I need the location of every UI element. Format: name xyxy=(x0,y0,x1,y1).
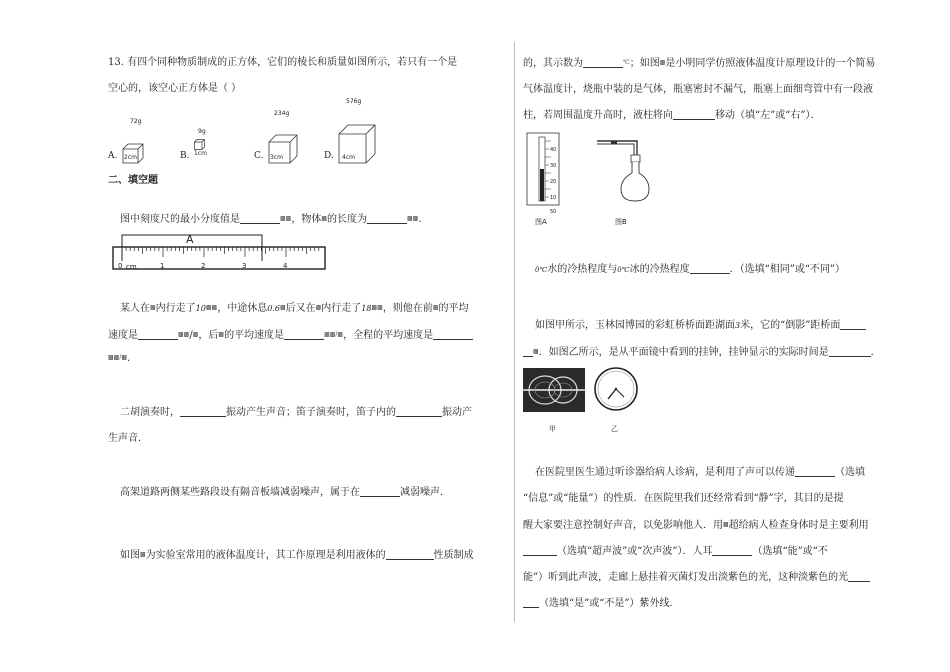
erhu-b: 振动产生声音；笛子演奏时，笛子内的 xyxy=(226,407,396,418)
placeholder-icon: ▩ xyxy=(140,551,146,558)
thermo-cont-line2: 气体温度计，烧瓶中装的是气体，瓶塞密封不漏气，瓶塞上面细弯管中有一段液 xyxy=(523,84,873,95)
doctor-blank-2[interactable] xyxy=(523,543,557,556)
bridge-b: 米，它的“倒影”距桥面 xyxy=(740,320,841,331)
doctor-question-line3 xyxy=(523,512,918,539)
placeholder-icon: ▩▩ xyxy=(371,304,383,311)
placeholder-icon: ▩ xyxy=(432,304,439,311)
doctor-line5a: 能”）听到此声波，走廊上悬挂着灭菌灯发出淡紫色的光，这种淡紫色的光 xyxy=(523,572,849,583)
placeholder-icon: ▩▩ xyxy=(205,304,218,311)
speed-t5: 内行走了 xyxy=(321,303,362,314)
option-d-letter: D. xyxy=(324,151,334,161)
thermo-cont-b: ；如图 xyxy=(629,58,660,69)
bridge-blank-2[interactable] xyxy=(829,344,871,357)
ruler-figure xyxy=(108,233,506,277)
thermo-cont-c: 是小明同学仿照液体温度计原理设计的一个简易 xyxy=(665,58,876,69)
unit-placeholder-icon: ▩▩ xyxy=(280,215,292,222)
bridge-line2b: ． xyxy=(870,347,881,358)
doctor-line6a: （选填“是”或“不是”）紫外线． xyxy=(539,598,680,609)
gas-thermometer-figure xyxy=(595,135,655,205)
ruler-blank-2[interactable] xyxy=(367,211,407,224)
speed-t6: ，则他在前 xyxy=(382,303,433,314)
thermo-b: 为实验室常用的液体温度计，其工作原理是利用液体的 xyxy=(145,550,386,561)
speed-t3: ，中途休息 xyxy=(217,303,268,314)
doctor-blank-4[interactable] xyxy=(848,569,870,582)
doctor-blank-4b[interactable] xyxy=(523,595,539,608)
speed-blank-2[interactable] xyxy=(284,327,324,340)
scale-label-50: 50 xyxy=(550,209,557,215)
option-b-mass: 9g xyxy=(198,128,206,135)
thermo-cont-a: 的，其示数为 xyxy=(523,58,583,69)
erhu-question-line2: 生声音． xyxy=(108,433,148,444)
option-d-edge: 4cm xyxy=(342,154,355,161)
thermo-cont-line3 xyxy=(523,103,918,129)
ice-e: ．（选填“相同”或“不同”） xyxy=(729,264,846,275)
ruler-unit: cm xyxy=(126,263,137,271)
placeholder-icon: ▩ xyxy=(192,331,199,338)
symbol-placeholder-icon: ▩ xyxy=(321,215,328,222)
thermo-cont-line3b: 移动（填“左”或“右”）． xyxy=(715,110,821,121)
option-c-letter: C. xyxy=(254,151,264,161)
erhu-blank-2[interactable] xyxy=(396,404,442,417)
doctor-question-line4 xyxy=(523,539,918,565)
ruler-tick-0: 0 xyxy=(118,262,123,270)
option-a-edge: 2cm xyxy=(124,154,137,161)
ice-d: 冰的冷热程度 xyxy=(629,264,690,275)
placeholder-icon: ▩ xyxy=(315,304,322,311)
ruler-question xyxy=(108,206,506,233)
section-title: 二、填空题 xyxy=(108,175,158,186)
bridge-n: 3 xyxy=(735,321,741,330)
speed-t9: / xyxy=(189,330,193,341)
scale-label-10: 10 xyxy=(550,195,557,201)
placeholder-icon: ℃ xyxy=(623,59,630,66)
speed-t13: . xyxy=(127,353,131,364)
thermo-blank-3[interactable] xyxy=(673,107,715,120)
placeholder-icon: ▩▩/▩ xyxy=(108,354,128,361)
figure-jia-caption: 甲 xyxy=(549,425,556,433)
mirror-clock-icon xyxy=(593,366,639,412)
ruler-blank-1[interactable] xyxy=(240,211,280,224)
thermo-c: 性质制成 xyxy=(433,550,474,561)
placeholder-icon: ▩ xyxy=(723,521,729,528)
q13-options xyxy=(108,98,506,168)
doctor-line4b: （选填“能”或“不 xyxy=(752,546,828,557)
bridge-line2a: ．如图乙所示，是从平面镜中看到的挂钟，挂钟显示的实际时间是 xyxy=(538,347,829,358)
barrier-b: 减弱噪声． xyxy=(400,487,450,498)
doctor-line3a: 醒大家要注意控制好声音，以免影响他人．用 xyxy=(523,520,723,531)
erhu-question-line1 xyxy=(108,400,506,426)
doctor-line1a: 在医院里医生通过听诊器给病人诊病，是利用了声可以传递 xyxy=(535,467,795,478)
option-a-mass: 72g xyxy=(130,118,142,125)
speed-question-line3 xyxy=(108,349,506,368)
option-a-letter: A. xyxy=(108,151,118,161)
bridge-blank-1[interactable] xyxy=(840,317,866,330)
doctor-line4a: （选填“超声波”或“次声波”）．人耳 xyxy=(557,546,713,557)
speed-t2: 内行走了 xyxy=(155,303,196,314)
speed-n1: 10 xyxy=(195,304,206,313)
placeholder-icon: ▩▩ xyxy=(178,331,190,338)
figure-a-caption: 图A xyxy=(535,218,547,226)
speed-t11: 的平均速度是 xyxy=(224,330,285,341)
erhu-c: 振动产 xyxy=(442,407,472,418)
thermo-cont-line1 xyxy=(523,50,918,77)
unit-placeholder-icon: ▩▩ xyxy=(407,215,419,222)
speed-n2: 0.6 xyxy=(267,304,280,313)
ruler-q-text-4: . xyxy=(418,214,422,225)
bridge-question-line2 xyxy=(523,339,918,366)
column-divider xyxy=(514,42,515,622)
doctor-question-line1 xyxy=(523,460,918,486)
thermo-cont-line3a: 柱，若周围温度升高时，液柱将向 xyxy=(523,110,673,121)
speed-t10: ，后 xyxy=(198,330,219,341)
ruler-tick-4: 4 xyxy=(283,262,288,270)
bridge-clock-figures xyxy=(523,366,918,433)
right-column xyxy=(523,50,918,617)
placeholder-icon: ▩▩/▩ xyxy=(324,331,344,338)
doctor-question-line6 xyxy=(523,591,918,617)
doctor-blank-3[interactable] xyxy=(712,543,752,556)
barrier-blank[interactable] xyxy=(360,484,400,497)
option-c-mass: 234g xyxy=(274,110,290,117)
ruler-tick-2: 2 xyxy=(201,262,206,270)
speed-blank-1[interactable] xyxy=(138,327,178,340)
placeholder-icon: ▩ xyxy=(279,304,286,311)
speed-question-line2 xyxy=(108,322,506,349)
placeholder-icon: ▩ xyxy=(150,304,156,311)
ruler-q-text-3: 的长度为 xyxy=(327,214,368,225)
erhu-a: 二胡演奏时， xyxy=(120,407,180,418)
doctor-question-line2: “信息”或“能量”）的性质．在医院里我们还经常看到“静”字，其目的是提 xyxy=(523,493,844,504)
speed-blank-3[interactable] xyxy=(433,327,473,340)
barrier-question xyxy=(108,480,506,506)
thermo-blank-2[interactable] xyxy=(583,55,623,68)
placeholder-icon: ▩ xyxy=(533,348,539,355)
ruler-object-label: A xyxy=(186,233,194,246)
bridge-a: 如图甲所示，玉林园博园的彩虹桥桥面距湖面 xyxy=(535,320,735,331)
speed-t8: 速度是 xyxy=(108,330,138,341)
ice-water-question xyxy=(523,257,918,283)
ruler-q-text-1: 图中刻度尺的最小分度值是 xyxy=(120,214,240,225)
ruler-tick-3: 3 xyxy=(242,262,247,270)
option-b-edge: 1cm xyxy=(194,150,207,157)
thermo-a: 如图 xyxy=(120,550,140,561)
placeholder-icon: ▩ xyxy=(659,59,666,66)
scale-label-30: 30 xyxy=(550,163,557,169)
erhu-blank-1[interactable] xyxy=(180,404,226,417)
ice-c: 0℃ xyxy=(617,266,630,274)
ice-blank[interactable] xyxy=(690,261,730,274)
speed-t4: 后又在 xyxy=(285,303,316,314)
thermometer-question xyxy=(108,542,506,569)
speed-t7: 的平均 xyxy=(438,303,469,314)
option-b-letter: B. xyxy=(180,151,190,161)
scale-label-20: 20 xyxy=(550,179,557,185)
figure-yi-caption: 乙 xyxy=(611,425,618,433)
ruler-tick-1: 1 xyxy=(160,262,165,270)
q13-line2: 空心的，该空心正方体是（ ） xyxy=(108,83,242,94)
doctor-question-line5 xyxy=(523,565,918,591)
rainbow-bridge-photo xyxy=(523,368,585,412)
placeholder-icon: ▩ xyxy=(218,331,225,338)
thermometer-figures xyxy=(523,129,918,226)
scale-label-40: 40 xyxy=(550,147,557,153)
option-d-mass: 576g xyxy=(346,98,362,105)
bridge-question-line1 xyxy=(523,313,918,339)
figure-b-caption: 图B xyxy=(615,218,627,226)
left-column xyxy=(108,50,506,569)
doctor-line3b: 超给病人检查身体时是主要利用 xyxy=(728,520,869,531)
speed-n3: 18 xyxy=(361,304,372,313)
cube-b-icon xyxy=(194,139,205,150)
option-c-edge: 3cm xyxy=(270,154,283,161)
ruler-diagram xyxy=(112,233,328,277)
barrier-a: 高架道路两侧某些路段设有隔音板墙减弱噪声，属于在 xyxy=(120,487,360,498)
ruler-q-text-2: ，物体 xyxy=(291,214,322,225)
bridge-blank-1b[interactable] xyxy=(523,344,533,357)
speed-t1: 某人在 xyxy=(120,303,150,314)
speed-question-line1 xyxy=(108,295,506,322)
speed-t12: ，全程的平均速度是 xyxy=(343,330,434,341)
doctor-blank-1[interactable] xyxy=(795,464,835,477)
thermo-blank-1[interactable] xyxy=(386,547,434,560)
doctor-line1b: （选填 xyxy=(835,467,865,478)
ice-a: 0℃ xyxy=(535,266,548,274)
q13-line1: 13. 有四个同种物质制成的正方体，它们的棱长和质量如图所示，若只有一个是 xyxy=(108,57,458,68)
ice-b: 水的冷热程度与 xyxy=(547,264,618,275)
